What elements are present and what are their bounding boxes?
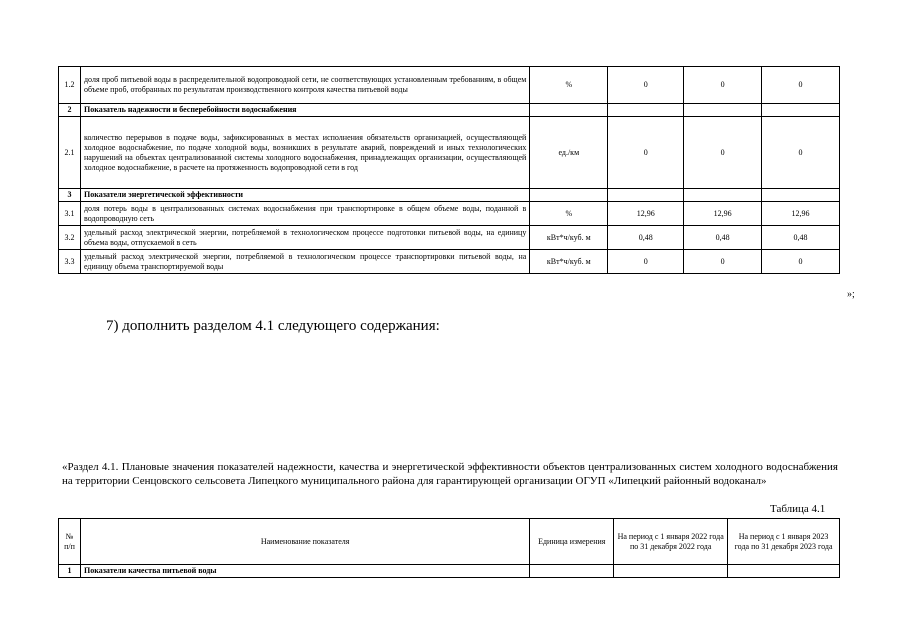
indicator-name: удельный расход электрической энергии, потребляемой в технологическом процессе подготовки питьевой воды, на единицу объема воды, отпускаемой в сеть <box>80 226 529 250</box>
value-cell: 12,96 <box>762 202 840 226</box>
empty-cell <box>614 565 728 578</box>
section-row <box>59 104 840 117</box>
header-unit: Единица измерения <box>530 519 614 565</box>
unit-cell: % <box>530 202 608 226</box>
paragraph-7: 7) дополнить разделом 4.1 следующего содержания: <box>106 318 440 334</box>
table-4-1-caption: Таблица 4.1 <box>770 503 826 515</box>
header-num: № п/п <box>59 519 81 565</box>
section-row <box>59 565 840 578</box>
empty-cell <box>728 565 840 578</box>
indicator-name: количество перерывов в подаче воды, зафиксированных в местах исполнения обязательств организацией, осуществляющей холодное водоснабжение, по подаче холодной воды, возникших в результате аварий, повреждений и иных технологических нарушений на объектах централизованной системы холодного водоснабжения, принадлежащих организации, осуществляющей холодное водоснабжение, в расчете на протяженность водопроводной сети в год <box>80 117 529 189</box>
table-row <box>59 67 840 104</box>
empty-cell <box>530 189 608 202</box>
section-4-1-intro: «Раздел 4.1. Плановые значения показателей надежности, качества и энергетической эффективности объектов централизованных систем холодного водоснабжения на территории Сенцовского сельсовета Липецкого муниципального района для гарантирующей организации ОГУП «Липецкий районный водоканал» <box>62 461 838 487</box>
value-cell: 0 <box>684 250 762 274</box>
empty-cell <box>608 104 684 117</box>
value-cell: 0,48 <box>608 226 684 250</box>
empty-cell <box>762 189 840 202</box>
indicators-table-body <box>59 67 840 274</box>
indicator-name: доля потерь воды в централизованных системах водоснабжения при транспортировке в общем объеме воды, поданной в водопроводную сеть <box>80 202 529 226</box>
header-period-2022: На период с 1 января 2022 года по 31 декабря 2022 года <box>614 519 728 565</box>
header-period-2023: На период с 1 января 2023 года по 31 декабря 2023 года <box>728 519 840 565</box>
unit-cell: % <box>530 67 608 104</box>
value-cell: 0,48 <box>762 226 840 250</box>
row-number: 3.2 <box>59 226 81 250</box>
value-cell: 0,48 <box>684 226 762 250</box>
unit-cell: кВт*ч/куб. м <box>530 250 608 274</box>
closing-quote: »; <box>847 289 855 300</box>
empty-cell <box>530 565 614 578</box>
table-row <box>59 250 840 274</box>
unit-cell: кВт*ч/куб. м <box>530 226 608 250</box>
value-cell: 0 <box>684 67 762 104</box>
value-cell: 0 <box>608 250 684 274</box>
value-cell: 12,96 <box>684 202 762 226</box>
indicators-table-continued <box>58 66 840 274</box>
value-cell: 0 <box>762 117 840 189</box>
value-cell: 0 <box>608 117 684 189</box>
empty-cell <box>762 104 840 117</box>
row-number: 3.3 <box>59 250 81 274</box>
empty-cell <box>530 104 608 117</box>
value-cell: 0 <box>684 117 762 189</box>
empty-cell <box>608 189 684 202</box>
value-cell: 0 <box>762 250 840 274</box>
section-title: Показатели качества питьевой воды <box>80 565 529 578</box>
indicator-name: удельный расход электрической энергии, потребляемой в технологическом процессе транспортировки питьевой воды, на единицу объема транспортируемой воды <box>80 250 529 274</box>
empty-cell <box>684 104 762 117</box>
section-title: Показатели энергетической эффективности <box>80 189 529 202</box>
table-row <box>59 226 840 250</box>
row-number: 1.2 <box>59 67 81 104</box>
empty-cell <box>684 189 762 202</box>
row-number: 2.1 <box>59 117 81 189</box>
row-number: 3 <box>59 189 81 202</box>
value-cell: 12,96 <box>608 202 684 226</box>
table-row <box>59 202 840 226</box>
row-number: 3.1 <box>59 202 81 226</box>
table-4-1-body <box>59 565 840 578</box>
row-number: 2 <box>59 104 81 117</box>
table-4-1-header-row <box>59 519 840 565</box>
unit-cell: ед./км <box>530 117 608 189</box>
section-row <box>59 189 840 202</box>
indicator-name: доля проб питьевой воды в распределительной водопроводной сети, не соответствующих установленным требованиям, в общем объеме проб, отобранных по результатам производственного контроля качества питьевой воды <box>80 67 529 104</box>
header-name: Наименование показателя <box>80 519 529 565</box>
value-cell: 0 <box>608 67 684 104</box>
table-4-1 <box>58 518 840 578</box>
value-cell: 0 <box>762 67 840 104</box>
table-row <box>59 117 840 189</box>
section-title: Показатель надежности и бесперебойности водоснабжения <box>80 104 529 117</box>
row-number: 1 <box>59 565 81 578</box>
